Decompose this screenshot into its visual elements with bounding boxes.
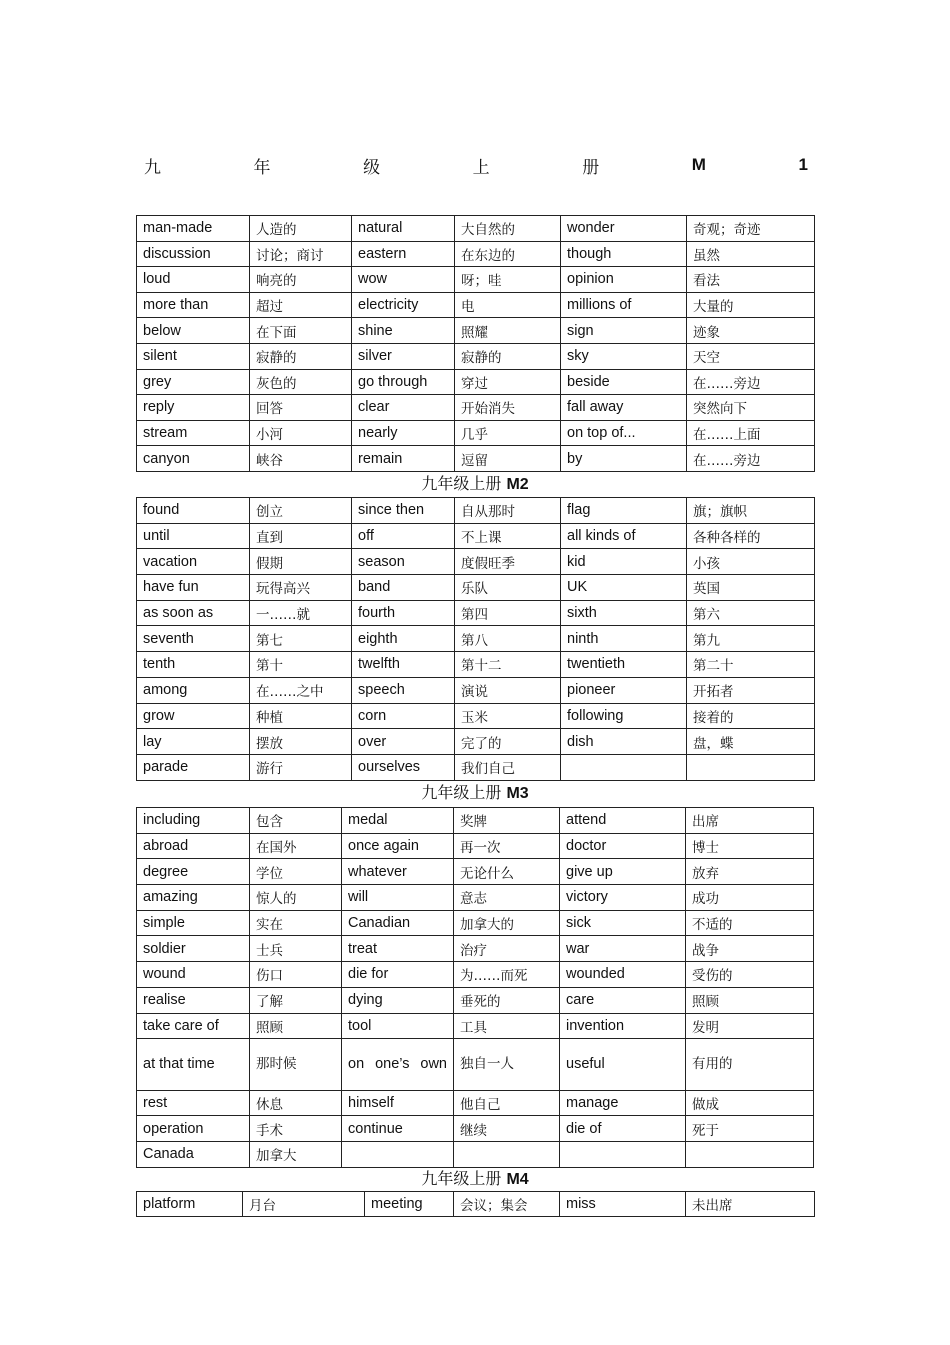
- vocab-meaning-cell: [454, 1141, 560, 1167]
- table-row: [137, 703, 815, 729]
- vocab-meaning-cell: 超过: [250, 292, 352, 318]
- vocab-meaning-cell: 有用的: [686, 1039, 814, 1090]
- vocab-word-cell: dying: [342, 987, 454, 1013]
- vocab-word-cell: over: [352, 729, 455, 755]
- vocab-meaning-cell: 游行: [250, 754, 352, 780]
- vocab-word-cell: sign: [561, 318, 687, 344]
- vocab-meaning-cell: 开拓者: [687, 677, 815, 703]
- vocab-word-cell: band: [352, 575, 455, 601]
- vocab-meaning-cell: 大量的: [687, 292, 815, 318]
- vocab-word-cell: meeting: [365, 1192, 454, 1217]
- title-char: 年: [253, 157, 271, 178]
- heading-text: 九年级上册: [421, 474, 502, 493]
- vocab-word-cell: as soon as: [137, 600, 250, 626]
- vocab-word-cell: on top of...: [561, 420, 687, 446]
- vocab-meaning-cell: 在国外: [250, 833, 342, 859]
- vocab-word-cell: by: [561, 446, 687, 472]
- vocab-word-cell: take care of: [137, 1013, 250, 1039]
- table-row: [137, 575, 815, 601]
- vocab-meaning-cell: 摆放: [250, 729, 352, 755]
- heading-module: M3: [506, 785, 529, 802]
- vocab-word-cell: abroad: [137, 833, 250, 859]
- table-row: [137, 420, 815, 446]
- vocab-meaning-cell: 演说: [455, 677, 561, 703]
- vocab-meaning-cell: 包含: [250, 808, 342, 834]
- vocab-table-m2: [136, 497, 815, 781]
- vocab-word-cell: silent: [137, 343, 250, 369]
- vocab-word-cell: opinion: [561, 267, 687, 293]
- vocab-word-cell: remain: [352, 446, 455, 472]
- vocab-meaning-cell: 看法: [687, 267, 815, 293]
- vocab-word-cell: eastern: [352, 241, 455, 267]
- table-row: [137, 987, 814, 1013]
- vocab-word-cell: continue: [342, 1116, 454, 1142]
- vocab-word-cell: wound: [137, 962, 250, 988]
- title-char: M: [691, 155, 706, 174]
- vocab-meaning-cell: 治疗: [454, 936, 560, 962]
- vocab-meaning-cell: 他自己: [454, 1090, 560, 1116]
- vocab-meaning-cell: 月台: [243, 1192, 365, 1217]
- vocab-meaning-cell: 人造的: [250, 216, 352, 242]
- vocab-word-cell: [561, 754, 687, 780]
- vocab-meaning-cell: 旗；旗帜: [687, 498, 815, 524]
- vocab-meaning-cell: 自从那时: [455, 498, 561, 524]
- vocab-word-cell: UK: [561, 575, 687, 601]
- vocab-meaning-cell: 照顾: [686, 987, 814, 1013]
- vocab-meaning-cell: 小孩: [687, 549, 815, 575]
- vocab-meaning-cell: 第十二: [455, 652, 561, 678]
- table-row: [137, 216, 815, 242]
- vocab-meaning-cell: 突然向下: [687, 395, 815, 421]
- vocab-meaning-cell: 手术: [250, 1116, 342, 1142]
- title-char: 级: [363, 157, 381, 178]
- vocab-meaning-cell: 寂静的: [455, 343, 561, 369]
- section-heading-m4: [136, 1168, 814, 1191]
- heading-text: 九年级上册: [421, 783, 502, 802]
- vocab-word-cell: ninth: [561, 626, 687, 652]
- vocab-word-cell: though: [561, 241, 687, 267]
- vocab-word-cell: wow: [352, 267, 455, 293]
- table-row: [137, 549, 815, 575]
- vocab-meaning-cell: 惊人的: [250, 885, 342, 911]
- vocab-word-cell: treat: [342, 936, 454, 962]
- vocab-word-cell: sick: [560, 910, 686, 936]
- vocab-word-cell: will: [342, 885, 454, 911]
- vocab-meaning-cell: 在……旁边: [687, 369, 815, 395]
- vocab-meaning-cell: 独自一人: [454, 1039, 560, 1090]
- vocab-word-cell: including: [137, 808, 250, 834]
- vocab-word-cell: amazing: [137, 885, 250, 911]
- vocab-word-cell: care: [560, 987, 686, 1013]
- table-row: [137, 267, 815, 293]
- vocab-meaning-cell: 虽然: [687, 241, 815, 267]
- vocab-word-cell: ourselves: [352, 754, 455, 780]
- vocab-word-cell: kid: [561, 549, 687, 575]
- vocab-meaning-cell: 不上课: [455, 523, 561, 549]
- vocab-meaning-cell: 创立: [250, 498, 352, 524]
- vocab-word-cell: tool: [342, 1013, 454, 1039]
- table-row: [137, 729, 815, 755]
- vocab-meaning-cell: 继续: [454, 1116, 560, 1142]
- vocab-word-cell: all kinds of: [561, 523, 687, 549]
- vocab-word-cell: canyon: [137, 446, 250, 472]
- vocab-word-cell: more than: [137, 292, 250, 318]
- vocab-word-cell: [342, 1141, 454, 1167]
- vocab-meaning-cell: 玉米: [455, 703, 561, 729]
- vocab-meaning-cell: 战争: [686, 936, 814, 962]
- vocab-meaning-cell: 度假旺季: [455, 549, 561, 575]
- vocab-meaning-cell: 穿过: [455, 369, 561, 395]
- vocab-meaning-cell: 在……上面: [687, 420, 815, 446]
- vocab-word-cell: grow: [137, 703, 250, 729]
- vocab-meaning-cell: 灰色的: [250, 369, 352, 395]
- vocab-meaning-cell: 再一次: [454, 833, 560, 859]
- vocab-word-cell: [560, 1141, 686, 1167]
- vocab-word-cell: among: [137, 677, 250, 703]
- vocab-word-cell: once again: [342, 833, 454, 859]
- vocab-word-cell: on one’s own: [342, 1039, 454, 1090]
- table-row: [137, 292, 815, 318]
- vocab-word-cell: flag: [561, 498, 687, 524]
- vocab-meaning-cell: 在……旁边: [687, 446, 815, 472]
- vocab-word-cell: invention: [560, 1013, 686, 1039]
- vocab-meaning-cell: 盘，蝶: [687, 729, 815, 755]
- vocab-meaning-cell: 几乎: [455, 420, 561, 446]
- vocab-meaning-cell: 寂静的: [250, 343, 352, 369]
- table-row: [137, 859, 814, 885]
- vocab-word-cell: man-made: [137, 216, 250, 242]
- vocab-meaning-cell: 出席: [686, 808, 814, 834]
- vocab-word-cell: grey: [137, 369, 250, 395]
- vocab-meaning-cell: 迹象: [687, 318, 815, 344]
- vocab-word-cell: vacation: [137, 549, 250, 575]
- vocab-meaning-cell: 直到: [250, 523, 352, 549]
- vocab-meaning-cell: 回答: [250, 395, 352, 421]
- vocab-meaning-cell: 加拿大: [250, 1141, 342, 1167]
- vocab-word-cell: twentieth: [561, 652, 687, 678]
- vocab-word-cell: wounded: [560, 962, 686, 988]
- table-row: [137, 446, 815, 472]
- vocab-word-cell: platform: [137, 1192, 243, 1217]
- vocab-word-cell: reply: [137, 395, 250, 421]
- vocab-meaning-cell: 未出席: [686, 1192, 815, 1217]
- vocab-meaning-cell: 呀；哇: [455, 267, 561, 293]
- table-row: [137, 754, 815, 780]
- table-row: [137, 652, 815, 678]
- vocab-word-cell: natural: [352, 216, 455, 242]
- vocab-word-cell: useful: [560, 1039, 686, 1090]
- table-row: [137, 1192, 815, 1217]
- vocab-meaning-cell: 实在: [250, 910, 342, 936]
- vocab-word-cell: have fun: [137, 575, 250, 601]
- vocab-word-cell: loud: [137, 267, 250, 293]
- heading-module: M2: [506, 476, 529, 493]
- vocab-meaning-cell: 第七: [250, 626, 352, 652]
- vocab-word-cell: war: [560, 936, 686, 962]
- table-row: [137, 318, 815, 344]
- vocab-meaning-cell: 逗留: [455, 446, 561, 472]
- table-row: [137, 962, 814, 988]
- vocab-word-cell: discussion: [137, 241, 250, 267]
- table-row: [137, 1090, 814, 1116]
- vocab-word-cell: give up: [560, 859, 686, 885]
- title-char: 册: [582, 157, 600, 178]
- vocab-word-cell: sixth: [561, 600, 687, 626]
- vocab-word-cell: eighth: [352, 626, 455, 652]
- vocab-word-cell: parade: [137, 754, 250, 780]
- vocab-word-cell: twelfth: [352, 652, 455, 678]
- heading-module: M4: [506, 1171, 529, 1188]
- vocab-word-cell: speech: [352, 677, 455, 703]
- vocab-table-m4: [136, 1191, 815, 1217]
- table-row: [137, 241, 815, 267]
- page-title: [144, 152, 808, 178]
- vocab-word-cell: doctor: [560, 833, 686, 859]
- section-heading-m2: [136, 473, 814, 496]
- vocab-meaning-cell: 讨论；商讨: [250, 241, 352, 267]
- vocab-meaning-cell: 意志: [454, 885, 560, 911]
- table-row: [137, 1039, 814, 1090]
- vocab-word-cell: sky: [561, 343, 687, 369]
- vocab-word-cell: Canadian: [342, 910, 454, 936]
- vocab-word-cell: season: [352, 549, 455, 575]
- vocab-word-cell: go through: [352, 369, 455, 395]
- vocab-meaning-cell: 我们自己: [455, 754, 561, 780]
- vocab-meaning-cell: 照顾: [250, 1013, 342, 1039]
- vocab-meaning-cell: 垂死的: [454, 987, 560, 1013]
- vocab-word-cell: manage: [560, 1090, 686, 1116]
- vocab-meaning-cell: 乐队: [455, 575, 561, 601]
- table-row: [137, 936, 814, 962]
- vocab-word-cell: until: [137, 523, 250, 549]
- vocab-word-cell: dish: [561, 729, 687, 755]
- vocab-table-m3: [136, 807, 814, 1168]
- vocab-meaning-cell: 休息: [250, 1090, 342, 1116]
- vocab-meaning-cell: 玩得高兴: [250, 575, 352, 601]
- vocab-meaning-cell: 成功: [686, 885, 814, 911]
- table-row: [137, 523, 815, 549]
- vocab-word-cell: corn: [352, 703, 455, 729]
- vocab-word-cell: nearly: [352, 420, 455, 446]
- vocab-meaning-cell: 为……而死: [454, 962, 560, 988]
- vocab-meaning-cell: 博士: [686, 833, 814, 859]
- vocab-meaning-cell: 电: [455, 292, 561, 318]
- vocab-word-cell: whatever: [342, 859, 454, 885]
- vocab-word-cell: millions of: [561, 292, 687, 318]
- vocab-word-cell: attend: [560, 808, 686, 834]
- table-row: [137, 600, 815, 626]
- vocab-word-cell: fall away: [561, 395, 687, 421]
- table-row: [137, 677, 815, 703]
- vocab-word-cell: found: [137, 498, 250, 524]
- vocab-word-cell: seventh: [137, 626, 250, 652]
- vocab-word-cell: simple: [137, 910, 250, 936]
- vocab-meaning-cell: 在东边的: [455, 241, 561, 267]
- vocab-word-cell: soldier: [137, 936, 250, 962]
- vocab-meaning-cell: 英国: [687, 575, 815, 601]
- vocab-word-cell: beside: [561, 369, 687, 395]
- vocab-word-cell: lay: [137, 729, 250, 755]
- vocab-meaning-cell: 工具: [454, 1013, 560, 1039]
- vocab-meaning-cell: 在……之中: [250, 677, 352, 703]
- table-row: [137, 833, 814, 859]
- vocab-word-cell: operation: [137, 1116, 250, 1142]
- vocab-meaning-cell: 放弃: [686, 859, 814, 885]
- vocab-word-cell: medal: [342, 808, 454, 834]
- vocab-meaning-cell: 第九: [687, 626, 815, 652]
- vocab-word-cell: at that time: [137, 1039, 250, 1090]
- vocab-word-cell: stream: [137, 420, 250, 446]
- vocab-meaning-cell: 接着的: [687, 703, 815, 729]
- vocab-meaning-cell: 第六: [687, 600, 815, 626]
- vocab-meaning-cell: 了解: [250, 987, 342, 1013]
- vocab-meaning-cell: 完了的: [455, 729, 561, 755]
- title-char: 上: [472, 157, 490, 178]
- vocab-word-cell: below: [137, 318, 250, 344]
- table-row: [137, 910, 814, 936]
- section-heading-m3: [136, 782, 814, 805]
- vocab-meaning-cell: 各种各样的: [687, 523, 815, 549]
- vocab-meaning-cell: 受伤的: [686, 962, 814, 988]
- table-row: [137, 1116, 814, 1142]
- vocab-meaning-cell: 那时候: [250, 1039, 342, 1090]
- title-char: 九: [144, 157, 161, 178]
- vocab-word-cell: silver: [352, 343, 455, 369]
- vocab-word-cell: wonder: [561, 216, 687, 242]
- vocab-word-cell: die for: [342, 962, 454, 988]
- vocab-word-cell: shine: [352, 318, 455, 344]
- table-row: [137, 369, 815, 395]
- vocab-table-m1: [136, 215, 815, 472]
- vocab-meaning-cell: 不适的: [686, 910, 814, 936]
- vocab-meaning-cell: 做成: [686, 1090, 814, 1116]
- title-char: 1: [798, 155, 808, 174]
- vocab-meaning-cell: 第十: [250, 652, 352, 678]
- vocab-meaning-cell: 峡谷: [250, 446, 352, 472]
- table-row: [137, 1013, 814, 1039]
- vocab-meaning-cell: 第四: [455, 600, 561, 626]
- vocab-meaning-cell: 会议；集会: [454, 1192, 560, 1217]
- vocab-meaning-cell: 第八: [455, 626, 561, 652]
- vocab-word-cell: rest: [137, 1090, 250, 1116]
- vocab-word-cell: pioneer: [561, 677, 687, 703]
- table-row: [137, 808, 814, 834]
- vocab-meaning-cell: 第二十: [687, 652, 815, 678]
- vocab-meaning-cell: 学位: [250, 859, 342, 885]
- table-row: [137, 885, 814, 911]
- vocab-meaning-cell: 奇观；奇迹: [687, 216, 815, 242]
- vocab-meaning-cell: 开始消失: [455, 395, 561, 421]
- vocab-word-cell: following: [561, 703, 687, 729]
- vocab-meaning-cell: 死于: [686, 1116, 814, 1142]
- table-row: [137, 626, 815, 652]
- vocab-meaning-cell: 种植: [250, 703, 352, 729]
- table-row: [137, 498, 815, 524]
- vocab-word-cell: realise: [137, 987, 250, 1013]
- vocab-meaning-cell: [686, 1141, 814, 1167]
- vocab-word-cell: miss: [560, 1192, 686, 1217]
- vocab-meaning-cell: 发明: [686, 1013, 814, 1039]
- vocab-word-cell: degree: [137, 859, 250, 885]
- vocab-word-cell: die of: [560, 1116, 686, 1142]
- vocab-meaning-cell: 奖牌: [454, 808, 560, 834]
- vocab-meaning-cell: 小河: [250, 420, 352, 446]
- vocab-word-cell: Canada: [137, 1141, 250, 1167]
- vocab-word-cell: victory: [560, 885, 686, 911]
- vocab-word-cell: fourth: [352, 600, 455, 626]
- vocab-meaning-cell: 士兵: [250, 936, 342, 962]
- vocab-word-cell: himself: [342, 1090, 454, 1116]
- vocab-meaning-cell: 在下面: [250, 318, 352, 344]
- table-row: [137, 395, 815, 421]
- table-row: [137, 343, 815, 369]
- vocab-word-cell: since then: [352, 498, 455, 524]
- vocab-meaning-cell: 一……就: [250, 600, 352, 626]
- vocab-meaning-cell: 照耀: [455, 318, 561, 344]
- heading-text: 九年级上册: [421, 1169, 502, 1188]
- vocab-meaning-cell: 响亮的: [250, 267, 352, 293]
- vocab-meaning-cell: 加拿大的: [454, 910, 560, 936]
- vocab-word-cell: clear: [352, 395, 455, 421]
- vocab-meaning-cell: 假期: [250, 549, 352, 575]
- vocab-word-cell: tenth: [137, 652, 250, 678]
- table-row: [137, 1141, 814, 1167]
- vocab-word-cell: off: [352, 523, 455, 549]
- vocab-meaning-cell: 大自然的: [455, 216, 561, 242]
- vocab-word-cell: electricity: [352, 292, 455, 318]
- vocab-meaning-cell: 天空: [687, 343, 815, 369]
- vocab-meaning-cell: [687, 754, 815, 780]
- vocab-meaning-cell: 伤口: [250, 962, 342, 988]
- vocab-meaning-cell: 无论什么: [454, 859, 560, 885]
